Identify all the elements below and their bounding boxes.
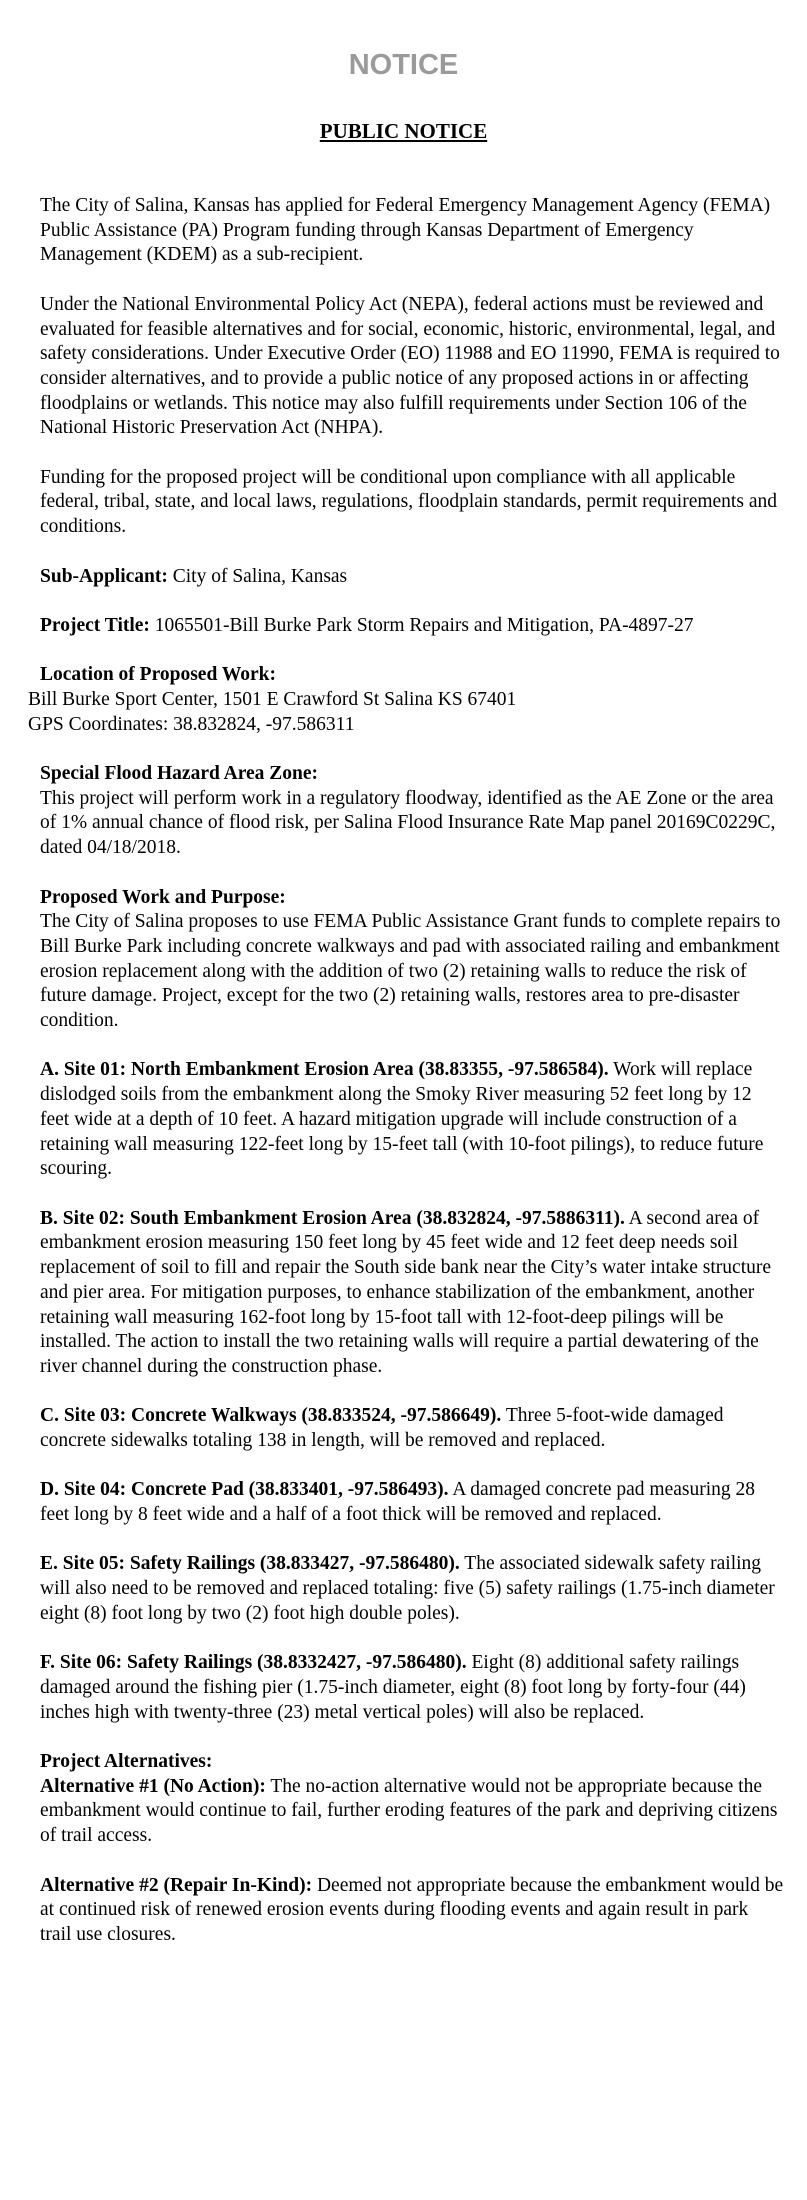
project-title-label: Project Title: — [40, 614, 150, 636]
site-05 — [40, 1552, 784, 1626]
site-heading: C. Site 03: Concrete Walkways (38.833524, -97.586649). — [40, 1405, 502, 1427]
project-title-value: 1065501-Bill Burke Park Storm Repairs and Mitigation, PA-4897-27 — [149, 614, 694, 636]
site-heading: E. Site 05: Safety Railings (38.833427, -97.586480). — [40, 1553, 460, 1575]
site-heading: D. Site 04: Concrete Pad (38.833401, -97.586493). — [40, 1479, 449, 1501]
alternative-1 — [40, 1750, 784, 1849]
site-heading: F. Site 06: Safety Railings (38.8332427, -97.586480). — [40, 1652, 467, 1674]
site-text: A second area of embankment erosion measuring 150 feet long by 45 feet wide and 12 feet deep needs soil replacement of soil to fill and repair the South side bank near the City’s water intake structure and pier area. For mitigation purposes, to enhance stabilization of the embankment, another retaining wall measuring 162-foot long by 15-foot tall with 12-foot-deep pilings will be installed. The action to install the two retaining walls will require a partial dewatering of the river channel during the construction phase. — [40, 1207, 772, 1377]
location-label: Location of Proposed Work: — [40, 664, 276, 686]
location-gps: GPS Coordinates: 38.832824, -97.586311 — [28, 713, 355, 735]
location-address: Bill Burke Sport Center, 1501 E Crawford St Salina KS 67401 — [28, 688, 517, 710]
proposed-work-block — [40, 886, 784, 1034]
location-block — [28, 663, 784, 737]
notice-heading: NOTICE — [348, 49, 459, 81]
alternative-2 — [40, 1874, 784, 1948]
site-heading: B. Site 02: South Embankment Erosion Area (38.832824, -97.5886311). — [40, 1207, 625, 1229]
sub-applicant — [40, 565, 784, 590]
site-04 — [40, 1478, 784, 1527]
sub-applicant-value: City of Salina, Kansas — [167, 565, 348, 587]
site-text: Eight (8) additional safety railings damaged around the fishing pier (1.75-inch diameter, eight (8) foot long by forty-four (44) inches high with twenty-three (23) metal vertical poles) will also be replaced. — [40, 1652, 746, 1723]
site-text: The associated sidewalk safety railing will also need to be removed and replaced totaling: five (5) safety railings (1.75-inch diameter eight (8) foot long by two (2) foot high double poles). — [40, 1553, 775, 1624]
notice-body — [28, 194, 784, 1948]
site-01 — [40, 1058, 784, 1182]
sub-applicant-label: Sub-Applicant: — [40, 565, 168, 587]
proposed-work-label: Proposed Work and Purpose: — [40, 886, 286, 908]
intro-paragraph-2: Under the National Environmental Policy Act (NEPA), federal actions must be reviewed and evaluated for feasible alternatives and for social, economic, historic, environmental, legal, and safety considerations. Under Executive Order (EO) 11988 and EO 11990, FEMA is required to consider alternatives, and to provide a public notice of any proposed actions in or affecting floodplains or wetlands. This notice may also fulfill requirements under Section 106 of the National Historic Preservation Act (NHPA). — [40, 293, 780, 439]
intro-paragraph-3: Funding for the proposed project will be conditional upon compliance with all applicable federal, tribal, state, and local laws, regulations, floodplain standards, permit requirements and conditions. — [40, 466, 777, 538]
alternative-text: The no-action alternative would not be appropriate because the embankment would continue to fail, further eroding features of the park and depriving citizens of trail access. — [40, 1775, 778, 1847]
alternative-heading: Alternative #2 (Repair In-Kind): — [40, 1874, 313, 1896]
site-heading: A. Site 01: North Embankment Erosion Area (38.83355, -97.586584). — [40, 1059, 609, 1081]
intro-paragraph-1: The City of Salina, Kansas has applied for Federal Emergency Management Agency (FEMA) Public Assistance (PA) Program funding through Kansas Department of Emergency Management (KDEM) as a sub-recipient. — [40, 195, 771, 266]
alternative-heading: Alternative #1 (No Action): — [40, 1775, 266, 1797]
public-notice-title: PUBLIC NOTICE — [319, 119, 488, 143]
site-02 — [40, 1207, 784, 1380]
alternatives-label: Project Alternatives: — [40, 1751, 213, 1773]
site-text: A damaged concrete pad measuring 28 feet long by 8 feet wide and a half of a foot thick will be removed and replaced. — [40, 1479, 756, 1526]
flood-zone-text: This project will perform work in a regulatory floodway, identified as the AE Zone or the area of 1% annual chance of flood risk, per Salina Flood Insurance Rate Map panel 20169C0229C, dated 04/18/2018. — [40, 787, 776, 859]
site-text: Three 5-foot-wide damaged concrete sidewalks totaling 138 in length, will be removed and replaced. — [40, 1405, 724, 1451]
proposed-work-text: The City of Salina proposes to use FEMA Public Assistance Grant funds to complete repairs to Bill Burke Park including concrete walkways and pad with associated railing and embankment erosion replacement along with the addition of two (2) retaining walls to reduce the risk of future damage. Project, except for the two (2) retaining walls, restores area to pre-disaster condition. — [40, 911, 781, 1032]
flood-zone-label: Special Flood Hazard Area Zone: — [40, 763, 319, 785]
alternative-text: Deemed not appropriate because the embankment would be at continued risk of renewed erosion events during flooding events and again result in park trail use closures. — [40, 1874, 784, 1945]
site-06 — [40, 1651, 784, 1725]
site-text: Work will replace dislodged soils from the embankment along the Smoky River measuring 52 feet long by 12 feet wide at a depth of 10 feet. A hazard mitigation upgrade will include construction of a retaining wall measuring 122-feet long by 15-feet tall (with 10-foot pilings), to reduce future scouring. — [40, 1059, 764, 1180]
project-title — [40, 614, 784, 639]
site-03 — [40, 1404, 784, 1453]
flood-zone-block — [40, 762, 784, 861]
